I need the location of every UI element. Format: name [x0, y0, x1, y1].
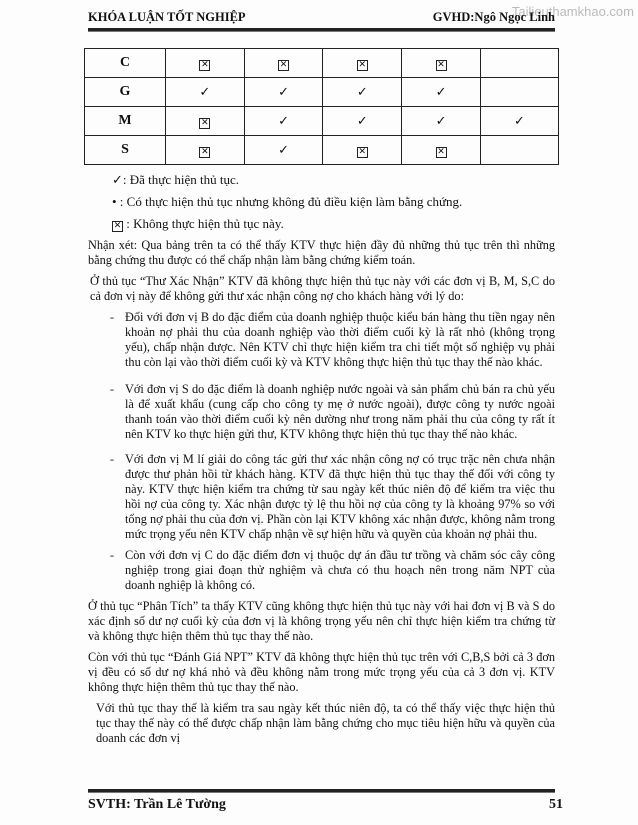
paragraph: Còn với thủ tục “Đánh Giá NPT” KTV đã không thực hiện thủ tục trên với C,B,S bởi cả 3 đơn vị đều có số dư nợ khá nhỏ và đều không nằm trong mức trọng yếu của cả 3 đơn vị. KTV không thực hiện thêm thủ tục thay thế nào.: [88, 650, 555, 694]
header-advisor: GVHD:Ngô Ngọc Linh: [432, 10, 555, 24]
table-cell: [480, 136, 558, 165]
table-cell: [402, 107, 481, 136]
page-number: 51: [549, 797, 563, 812]
legend-x-text: : Không thực hiện thủ tục này.: [126, 216, 284, 231]
bullet-text: Với đơn vị M lí giải do công tác gửi thư xác nhận công nợ có trục trặc nên chưa nhận được thư phản hồi từ khách hàng. KTV đã thực hiện thủ tục thay thế đối với công ty này. KTV thực hiện kiểm tra chứng từ sau ngày kết thúc niên độ để kiểm tra việc thu hồi nợ của công ty. Xác nhận được tỷ lệ thu hồi nợ của công ty là khoảng 97% so với tổng nợ phải thu của đơn vị. Phần còn lại KTV không xác nhận được, không nằm trong mức trọng yếu nên KTV chấp nhận về sự hiện hữu và quyền của khoản nợ phải thu.: [125, 452, 555, 541]
table-cell: [323, 49, 402, 78]
table-cell: [480, 49, 558, 78]
x-box-icon: ✕: [358, 147, 367, 157]
table-cell: [323, 136, 402, 165]
footer-text-row: [88, 797, 563, 817]
check-icon: ✓: [199, 84, 211, 99]
check-icon: ✓: [513, 113, 525, 128]
bullet-text: Đối với đơn vị B do đặc điểm của doanh nghiệp thuộc kiểu bán hàng thu tiền ngay nên khoản nợ phải thu của doanh nghiệp vào thời điểm cuối kỳ là rất nhỏ (không trọng yếu), chấp nhận được. Nên KTV chỉ thực hiện kiểm tra chi tiết một số nghiệp vụ phải thu còn lại vào thời điểm cuối kỳ và KTV không thực hiện thủ tục thay thế nào khác.: [125, 310, 555, 369]
table-cell: [323, 78, 402, 107]
x-box-icon: ✕: [358, 60, 367, 70]
bullet-item: [88, 548, 555, 593]
table-cell: [244, 107, 323, 136]
table-cell: [244, 49, 323, 78]
x-box-icon: ✕: [201, 118, 209, 128]
legend-check: ✓: Đã thực hiện thủ tục.: [112, 172, 239, 187]
bullet-dash: -: [110, 310, 114, 324]
bullet-text: Với đơn vị S do đặc điểm là doanh nghiệp nước ngoài và sản phẩm chủ bán ra chủ yếu là để xuất khẩu (cung cấp cho công ty mẹ ở nước ngoài), được công ty nước ngoài thanh toán vào thời điểm cuối kỳ nên dường như trong năm phải thu của công ty rất ít nên KTV ko thực hiện gửi thư, KTV không thực hiện thủ tục thay thế nào khác.: [125, 382, 555, 441]
header-title: KHÓA LUẬN TỐT NGHIỆP: [88, 10, 246, 24]
check-icon: ✓: [278, 113, 290, 128]
table-row: [85, 107, 559, 136]
check-icon: ✓: [356, 84, 368, 99]
legend-x: [112, 216, 555, 232]
paragraph: Ở thủ tục “Thư Xác Nhận” KTV đã không thực hiện thủ tục này với các đơn vị B, M, S,C do cả đơn vị này để không gửi thư xác nhận công nợ cho khách hàng với lý do:: [90, 274, 555, 303]
x-box-icon: ✕: [201, 147, 209, 157]
paragraph: Ở thủ tục “Phân Tích” ta thấy KTV cũng không thực hiện thủ tục này với hai đơn vị B và S do xác định số dư nợ cuối kỳ của đơn vị là không trọng yếu nên chỉ thực hiện kiểm tra chứng từ và không thực hiện thêm thủ tục thay thế nào.: [88, 599, 555, 643]
bullet-text: Còn với đơn vị C do đặc điểm đơn vị thuộc dự án đầu tư trồng và chăm sóc cây công nghiệp trong giai đoạn thử nghiệm và chưa có thu hoạch nên trong năm NPT của doanh nghiệp là không có.: [125, 548, 555, 592]
table-cell: [402, 49, 481, 78]
footer-author: SVTH: Trần Lê Tường: [88, 797, 226, 812]
table-row: [85, 49, 559, 78]
table-cell: [166, 78, 245, 107]
page-content: [88, 32, 555, 771]
footer-rule: [88, 789, 555, 793]
paragraph: Với thủ tục thay thế là kiểm tra sau ngày kết thúc niên độ, ta có thể thấy việc thực hiện thủ tục thay thế này có thể được chấp nhận làm bằng chứng cho mục tiêu hiện hữu và quyền của doanh các đơn vị: [96, 701, 555, 745]
watermark: Tailieuthamkhao.com: [511, 4, 634, 19]
table-cell: [480, 78, 558, 107]
check-icon: ✓: [356, 113, 368, 128]
x-box-icon: ✕: [279, 60, 288, 70]
bullet-item: [88, 310, 555, 370]
x-box-icon: ✕: [437, 60, 445, 70]
check-icon: ✓: [278, 142, 290, 157]
table-cell: [166, 107, 245, 136]
row-label: C: [85, 49, 166, 78]
paragraph: Nhận xét: Qua bảng trên ta có thể thấy KTV thực hiện đầy đủ những thủ tục trên thì những bằng chứng thu được có thể chấp nhận làm bằng chứng kiểm toán.: [88, 238, 555, 267]
procedure-table: [84, 48, 559, 165]
table-cell: [480, 107, 558, 136]
bullet-dash: -: [110, 452, 114, 466]
table-cell: [166, 49, 245, 78]
bullet-item: [88, 452, 555, 542]
table-cell: [166, 136, 245, 165]
row-label: S: [85, 136, 166, 165]
bullet-item: [88, 382, 555, 442]
table-row: [85, 78, 559, 107]
check-icon: ✓: [435, 84, 447, 99]
bullet-dash: -: [110, 548, 114, 562]
x-box-icon: ✕: [201, 60, 209, 70]
row-label: G: [85, 78, 166, 107]
check-icon: ✓: [278, 84, 290, 99]
table-row: [85, 136, 559, 165]
table-cell: [244, 136, 323, 165]
bullet-dash: -: [110, 382, 114, 396]
x-box-icon: ✕: [113, 221, 122, 231]
table-cell: [323, 107, 402, 136]
table-cell: [402, 136, 481, 165]
legend-dot: • : Có thực hiện thủ tục nhưng không đủ điều kiện làm bằng chứng.: [112, 194, 463, 209]
check-icon: ✓: [435, 113, 447, 128]
page-header: [88, 10, 555, 28]
table-cell: [244, 78, 323, 107]
table-cell: [402, 78, 481, 107]
row-label: M: [85, 107, 166, 136]
page-footer: [88, 789, 563, 817]
x-box-icon: ✕: [437, 147, 445, 157]
